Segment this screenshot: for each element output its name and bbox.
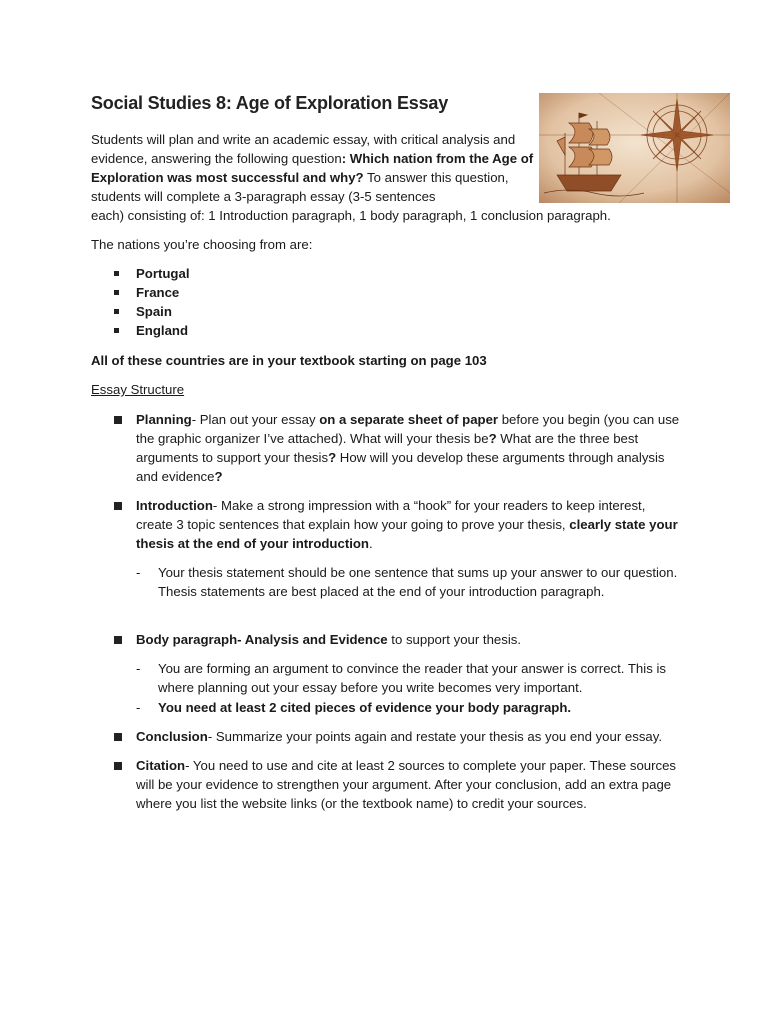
dash-bullet: - [136, 565, 141, 580]
square-bullet-icon [114, 309, 119, 314]
intro-paragraph [91, 130, 537, 206]
list-item [110, 283, 189, 302]
planning-text [136, 410, 681, 486]
planning-text-part: before you begin (you can use the graphic organizer I’ve attached). What will your thesis be [136, 412, 680, 446]
square-bullet-icon [114, 290, 119, 295]
dash-bullet: - [136, 661, 141, 676]
planning-question-mark: ? [214, 469, 223, 484]
square-bullet-icon [114, 636, 122, 644]
list-item [110, 321, 189, 340]
conclusion-text-part: - Summarize your points again and restate your thesis as you end your essay. [207, 729, 663, 744]
planning-question-mark: ? [328, 450, 337, 465]
conclusion-text [136, 727, 681, 746]
introduction-text-part: - Make a strong impression with a “hook” for your readers to keep interest, create 3 topic sentences that explain how your going to prove your thesis, [136, 498, 646, 532]
compass-rose-and-ship-illustration [539, 93, 730, 203]
square-bullet-icon [114, 762, 122, 770]
body-paragraph-subpoint-text: You need at least 2 cited pieces of evidence your body paragraph. [158, 700, 572, 715]
list-item [110, 302, 189, 321]
body-paragraph-text [136, 630, 681, 649]
intro-colon: : [341, 151, 350, 166]
dash-bullet: - [136, 700, 141, 715]
citation-label: Citation [136, 758, 186, 773]
list-item [110, 264, 189, 283]
nation-name: England [136, 323, 189, 338]
nation-name: France [136, 285, 180, 300]
square-bullet-icon [114, 502, 122, 510]
square-bullet-icon [114, 416, 122, 424]
introduction-label: Introduction [136, 498, 213, 513]
body-paragraph-subpoint-text: You are forming an argument to convince the reader that your answer is correct. This is where planning out your essay before you write becomes very important. [158, 661, 666, 695]
square-bullet-icon [114, 271, 119, 276]
introduction-bold-text: clearly state your thesis at the end of your introduction [136, 517, 678, 551]
citation-text [136, 756, 681, 813]
intro-text: Students will plan and write an academic essay, with critical analysis and evidence, answering the following question [91, 132, 516, 166]
planning-text-part: What are the three best arguments to support your thesis [136, 431, 639, 465]
essay-structure-heading: Essay Structure [91, 382, 185, 397]
planning-text-part: How will you develop these arguments through analysis and evidence [136, 450, 665, 484]
introduction-text [136, 496, 681, 553]
planning-question-mark: ? [488, 431, 497, 446]
introduction-subpoint-text: Your thesis statement should be one sentence that sums up your answer to our question. Thesis statements are best placed at the end of your introduction paragraph. [158, 565, 678, 599]
body-paragraph-text-part: to support your thesis. [387, 632, 522, 647]
nation-name: Portugal [136, 266, 190, 281]
nation-name: Spain [136, 304, 172, 319]
body-paragraph-label: Body paragraph [136, 632, 238, 647]
nations-list [110, 264, 189, 340]
square-bullet-icon [114, 733, 122, 741]
essay-question: Which nation from the Age of Exploration was most successful and why? [91, 151, 534, 185]
intro-text-continued: To answer this question, students will complete a 3-paragraph essay (3-5 sentences [91, 170, 509, 204]
body-paragraph-bold-text: - Analysis and Evidence [237, 632, 388, 647]
textbook-note: All of these countries are in your textbook starting on page 103 [91, 353, 487, 368]
planning-label: Planning [136, 412, 192, 427]
conclusion-label: Conclusion [136, 729, 208, 744]
planning-bold-text: on a separate sheet of paper [319, 412, 499, 427]
planning-text-part: - Plan out your essay [191, 412, 320, 427]
nations-lead: The nations you’re choosing from are: [91, 237, 313, 252]
citation-text-part: - You need to use and cite at least 2 sources to complete your paper. These sources will be your evidence to strengthen your argument. After your conclusion, add an extra page where you list the website links (or the textbook name) to credit your sources. [136, 758, 677, 811]
page-title: Social Studies 8: Age of Exploration Essay [91, 93, 449, 113]
introduction-period: . [368, 536, 373, 551]
square-bullet-icon [114, 328, 119, 333]
intro-last-line: each) consisting of: 1 Introduction paragraph, 1 body paragraph, 1 conclusion paragraph. [91, 208, 611, 223]
